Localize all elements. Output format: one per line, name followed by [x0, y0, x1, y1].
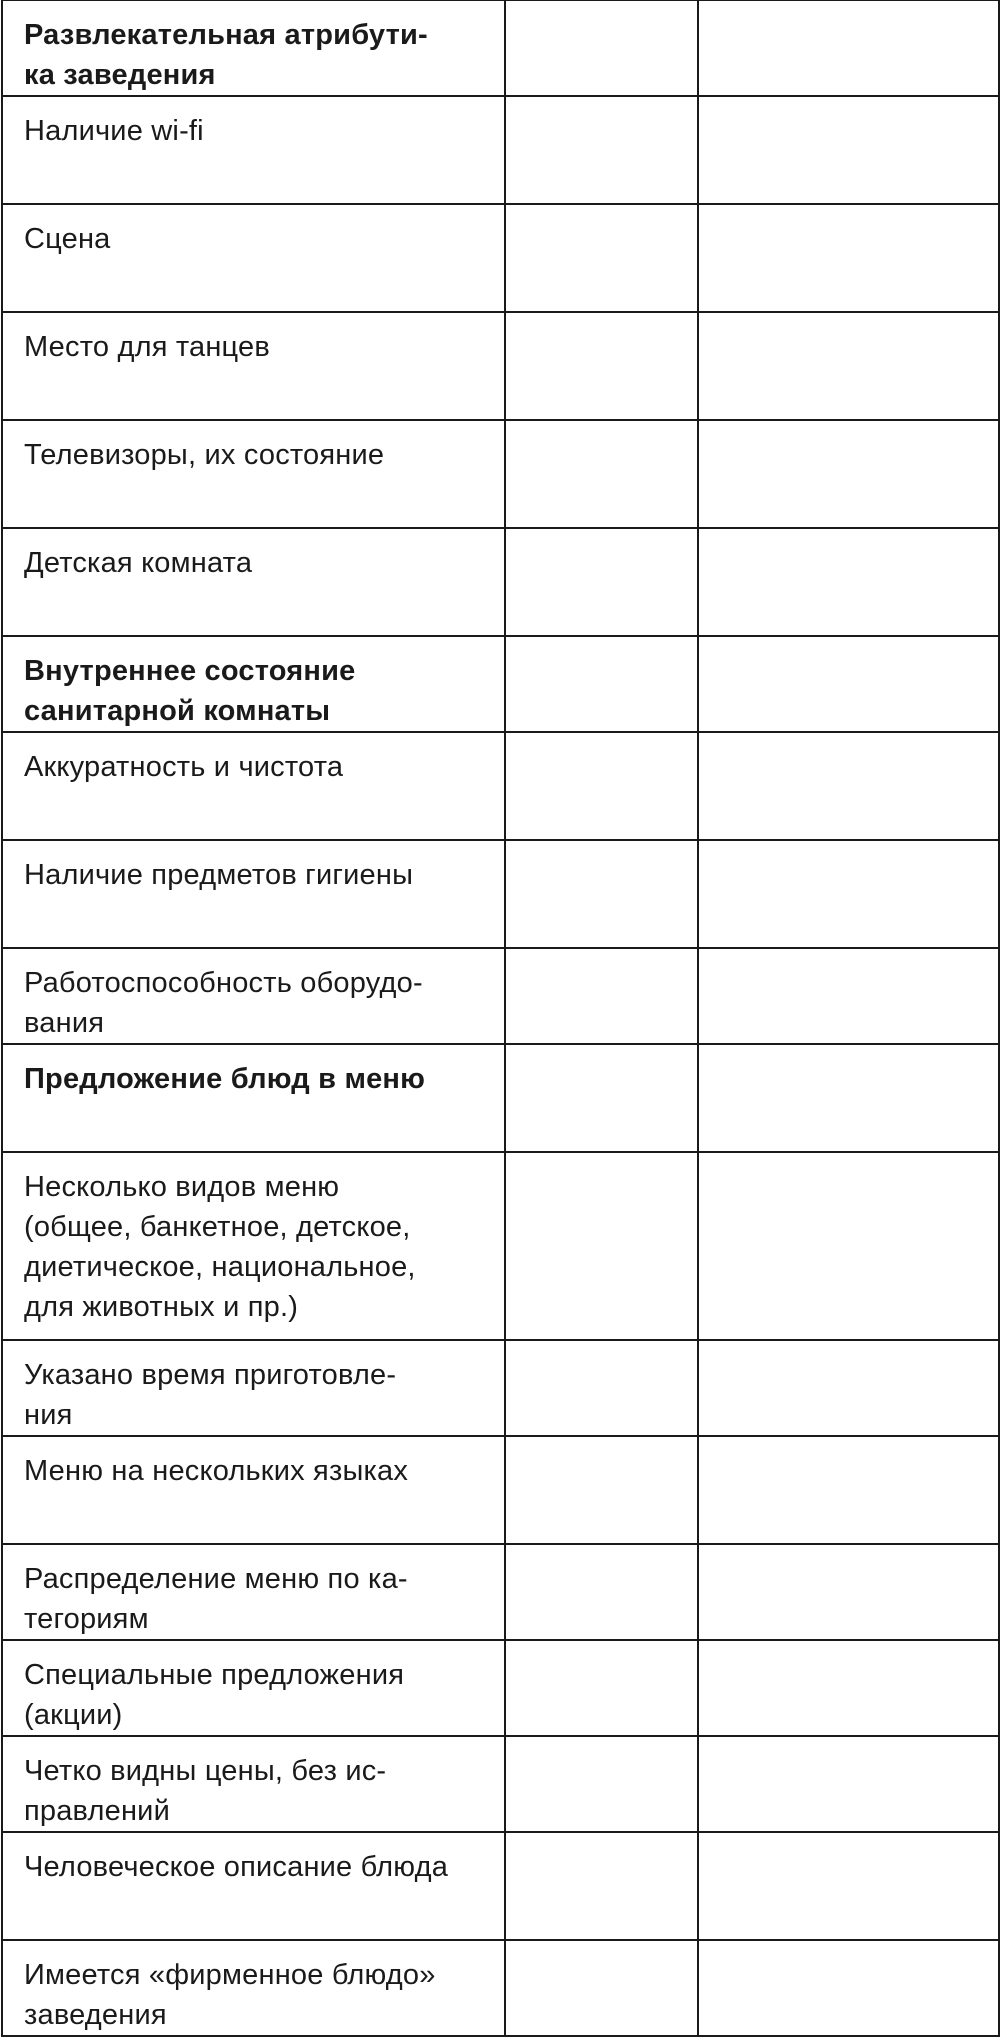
- criterion-label: Указано время приготовле- ния: [24, 1359, 397, 1431]
- section-row-entertainment: [2, 1, 999, 97]
- score-cell: [505, 1940, 698, 2036]
- comment-cell: [698, 528, 999, 636]
- comment-cell: [698, 732, 999, 840]
- table-row: [2, 96, 999, 204]
- table-row: [2, 528, 999, 636]
- comment-cell: [698, 840, 999, 948]
- score-cell: [505, 636, 698, 732]
- comment-cell: [698, 1832, 999, 1940]
- comment-cell: [698, 1340, 999, 1436]
- criterion-label: Наличие wi-fi: [24, 115, 204, 147]
- score-cell: [505, 528, 698, 636]
- score-cell: [505, 312, 698, 420]
- criterion-label: Телевизоры, их состояние: [24, 439, 385, 471]
- criterion-cell: [2, 1, 505, 97]
- score-cell: [505, 732, 698, 840]
- score-cell: [505, 840, 698, 948]
- criterion-cell: [2, 312, 505, 420]
- criterion-label: Аккуратность и чистота: [24, 751, 344, 783]
- section-heading: Предложение блюд в меню: [24, 1063, 426, 1095]
- table-row: [2, 204, 999, 312]
- score-cell: [505, 1640, 698, 1736]
- criterion-cell: [2, 948, 505, 1044]
- criterion-cell: [2, 96, 505, 204]
- criterion-cell: [2, 1340, 505, 1436]
- section-heading: Внутреннее состояние санитарной комнаты: [24, 655, 356, 727]
- score-cell: [505, 1, 698, 97]
- table-row: [2, 420, 999, 528]
- score-cell: [505, 96, 698, 204]
- comment-cell: [698, 420, 999, 528]
- criterion-label: Сцена: [24, 223, 111, 255]
- comment-cell: [698, 1044, 999, 1152]
- table-row: [2, 1640, 999, 1736]
- score-cell: [505, 1436, 698, 1544]
- score-cell: [505, 1152, 698, 1340]
- comment-cell: [698, 1544, 999, 1640]
- comment-cell: [698, 1, 999, 97]
- score-cell: [505, 1340, 698, 1436]
- comment-cell: [698, 636, 999, 732]
- comment-cell: [698, 1152, 999, 1340]
- table-row: [2, 1940, 999, 2036]
- criterion-cell: [2, 1640, 505, 1736]
- score-cell: [505, 420, 698, 528]
- criterion-cell: [2, 636, 505, 732]
- score-cell: [505, 1044, 698, 1152]
- criterion-label: Работоспособность оборудо- вания: [24, 967, 423, 1039]
- criterion-cell: [2, 528, 505, 636]
- criterion-label: Специальные предложения (акции): [24, 1659, 405, 1731]
- criterion-cell: [2, 1736, 505, 1832]
- criterion-label: Меню на нескольких языках: [24, 1455, 409, 1487]
- score-cell: [505, 948, 698, 1044]
- section-row-sanitary: [2, 636, 999, 732]
- table-row: [2, 1152, 999, 1340]
- criterion-cell: [2, 1544, 505, 1640]
- comment-cell: [698, 1436, 999, 1544]
- criterion-label: Имеется «фирменное блюдо» заведения: [24, 1959, 436, 2031]
- table-row: [2, 1436, 999, 1544]
- table-row: [2, 1340, 999, 1436]
- table-row: [2, 1832, 999, 1940]
- table-row: [2, 732, 999, 840]
- criterion-cell: [2, 204, 505, 312]
- comment-cell: [698, 1940, 999, 2036]
- comment-cell: [698, 204, 999, 312]
- score-cell: [505, 1736, 698, 1832]
- score-cell: [505, 204, 698, 312]
- comment-cell: [698, 948, 999, 1044]
- criterion-label: Место для танцев: [24, 331, 270, 363]
- comment-cell: [698, 1640, 999, 1736]
- score-cell: [505, 1832, 698, 1940]
- comment-cell: [698, 1736, 999, 1832]
- criterion-label: Детская комната: [24, 547, 253, 579]
- criterion-cell: [2, 1152, 505, 1340]
- criterion-cell: [2, 1832, 505, 1940]
- comment-cell: [698, 312, 999, 420]
- table-row: [2, 948, 999, 1044]
- criterion-cell: [2, 840, 505, 948]
- section-heading: Развлекательная атрибути- ка заведения: [24, 19, 428, 91]
- section-row-menu: [2, 1044, 999, 1152]
- checklist-table: [1, 0, 1000, 2037]
- criterion-cell: [2, 1436, 505, 1544]
- criterion-label: Четко видны цены, без ис- правлений: [24, 1755, 387, 1827]
- criterion-label: Несколько видов меню (общее, банкетное, детское, диетическое, национальное, для животных и пр.): [24, 1171, 416, 1323]
- comment-cell: [698, 96, 999, 204]
- table-row: [2, 840, 999, 948]
- criterion-label: Распределение меню по ка- тегориям: [24, 1563, 408, 1635]
- criterion-cell: [2, 1044, 505, 1152]
- criterion-cell: [2, 420, 505, 528]
- criterion-cell: [2, 1940, 505, 2036]
- criterion-label: Наличие предметов гигиены: [24, 859, 414, 891]
- criterion-cell: [2, 732, 505, 840]
- table-row: [2, 312, 999, 420]
- score-cell: [505, 1544, 698, 1640]
- criterion-label: Человеческое описание блюда: [24, 1851, 449, 1883]
- table-row: [2, 1544, 999, 1640]
- table-row: [2, 1736, 999, 1832]
